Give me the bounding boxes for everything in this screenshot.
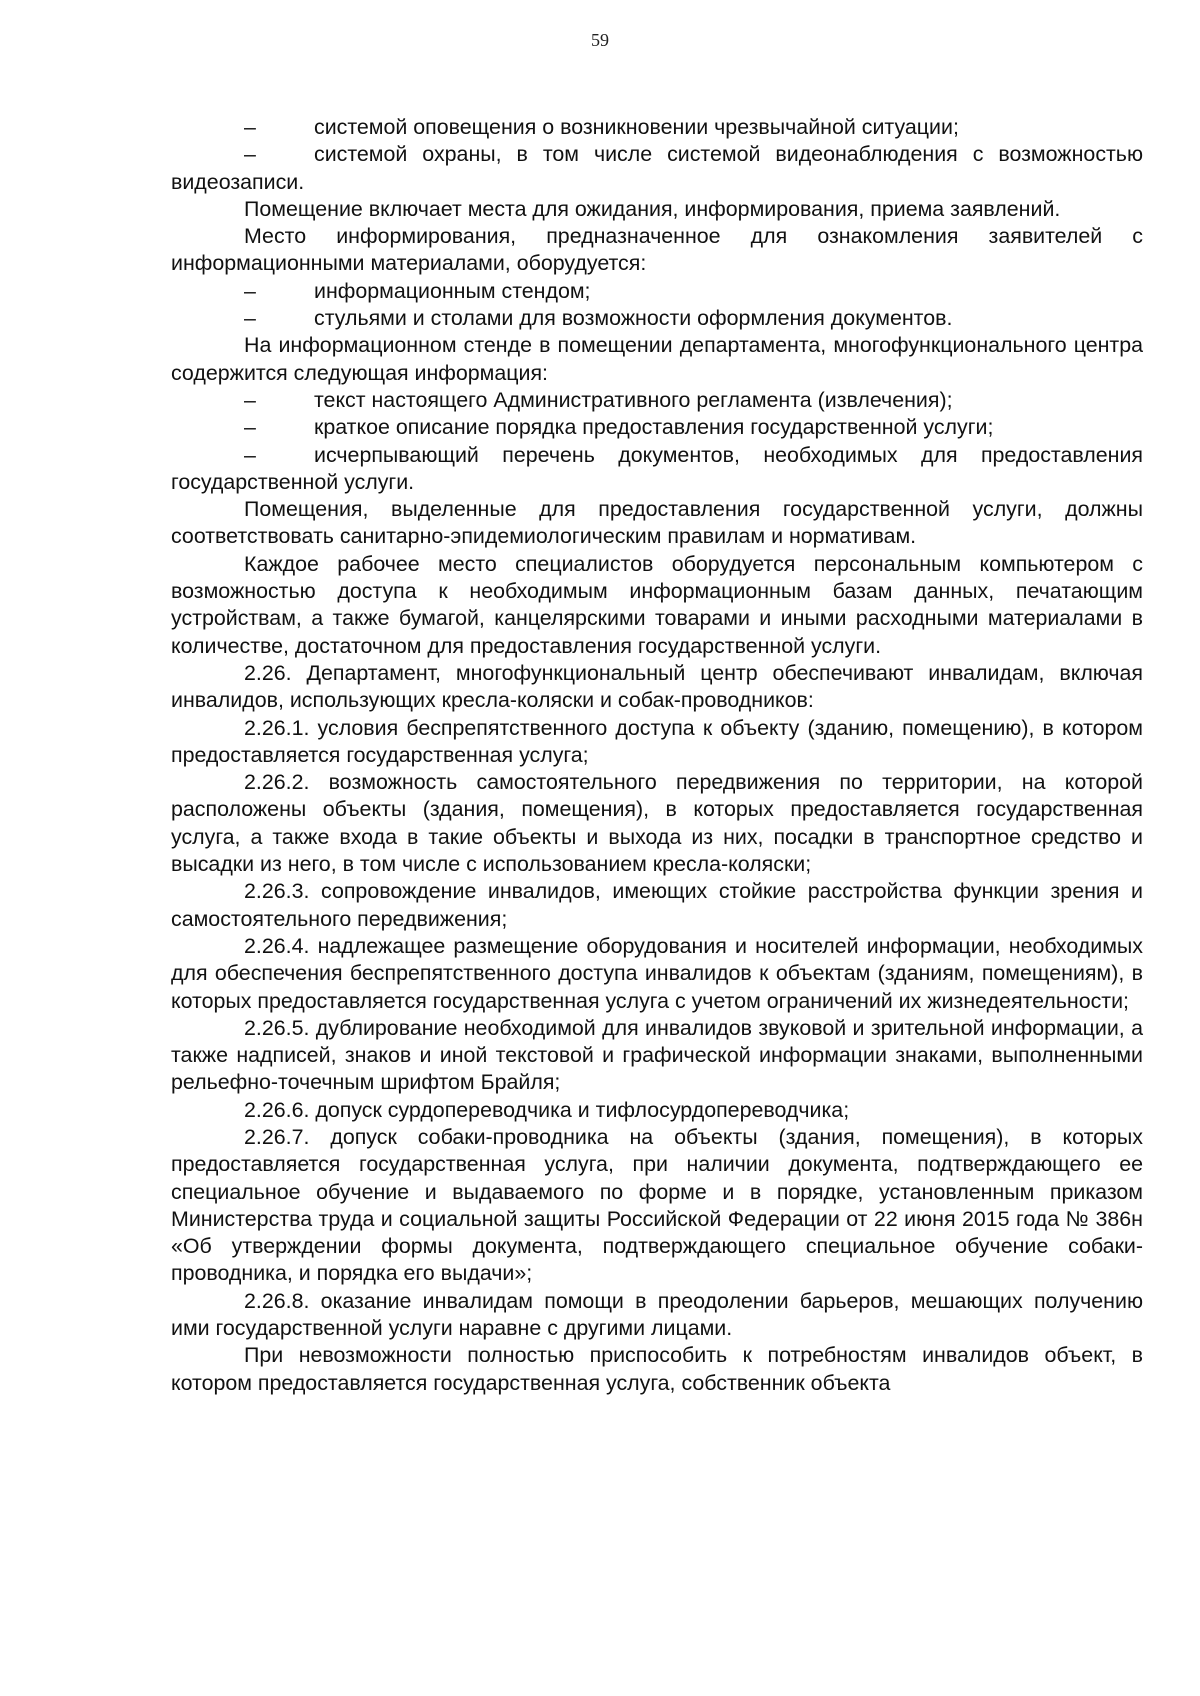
paragraph	[171, 1288, 1143, 1343]
bullet-dash: –	[244, 278, 256, 303]
bullet-text: системой оповещения о возникновении чрезвычайной ситуации;	[314, 115, 959, 139]
paragraph	[171, 878, 1143, 933]
paragraph	[171, 196, 1143, 223]
paragraph	[171, 332, 1143, 387]
bullet-text: исчерпывающий перечень документов, необходимых для предоставления государственной услуги.	[171, 442, 1143, 494]
bullet-text: краткое описание порядка предоставления государственной услуги;	[314, 415, 994, 440]
paragraph-text: 2.26.5. дублирование необходимой для инвалидов звуковой и зрительной информации, а также надписей, знаков и иной текстовой и графической информации знаками, выполненными рельефно-точечным шрифтом Брайля;	[171, 1015, 1143, 1095]
paragraph-text: 2.26. Департамент, многофункциональный центр обеспечивают инвалидам, включая инвалидов, использующих кресла-коляски и собак-проводников:	[171, 660, 1143, 713]
paragraph-text: 2.26.8. оказание инвалидам помощи в преодолении барьеров, мешающих получению ими государственной услуги наравне с другими лицами.	[171, 1288, 1143, 1341]
bullet-dash: –	[244, 442, 256, 467]
paragraph	[171, 1097, 1143, 1124]
bullet-item	[171, 414, 1143, 441]
bullet-item	[171, 442, 1143, 497]
bullet-item	[171, 387, 1143, 414]
bullet-dash: –	[244, 142, 256, 167]
paragraph-text: 2.26.3. сопровождение инвалидов, имеющих стойкие расстройства функции зрения и самостоятельного передвижения;	[171, 879, 1143, 931]
paragraph	[171, 1015, 1143, 1097]
paragraph	[171, 715, 1143, 770]
bullet-text: информационным стендом;	[314, 278, 591, 303]
paragraph	[171, 933, 1143, 1015]
bullet-dash: –	[244, 387, 256, 412]
bullet-item	[171, 114, 1143, 141]
paragraph	[171, 660, 1143, 715]
paragraph-text: На информационном стенде в помещении департамента, многофункционального центра содержится следующая информация:	[171, 333, 1143, 385]
bullet-text: стульями и столами для возможности оформления документов.	[314, 306, 953, 331]
paragraph	[171, 551, 1143, 660]
paragraph	[171, 496, 1143, 551]
paragraph-text: Помещения, выделенные для предоставления государственной услуги, должны соответствовать санитарно-эпидемиологическим правилам и нормативам.	[171, 497, 1143, 549]
paragraph-text: 2.26.7. допуск собаки-проводника на объекты (здания, помещения), в которых предоставляется государственная услуга, при наличии документа, подтверждающего ее специальное обучение и выдаваемого по форме и в порядке, установленным приказом Министерства труда и социальной защиты Российской Федерации от 22 июня 2015 года № 386н «Об утверждении формы документа, подтверждающего специальное обучение собаки-проводника, и порядка его выдачи»;	[171, 1124, 1143, 1286]
bullet-item	[171, 278, 1143, 305]
paragraph-text: Каждое рабочее место специалистов оборудуется персональным компьютером с возможностью доступа к необходимым информационным базам данных, печатающим устройствам, а также бумагой, канцелярскими товарами и иными расходными материалами в количестве, достаточном для предоставления государственной услуги.	[171, 551, 1143, 658]
paragraph-text: Место информирования, предназначенное для ознакомления заявителей с информационными материалами, оборудуется:	[171, 224, 1143, 276]
bullet-dash: –	[244, 115, 256, 139]
bullet-dash: –	[244, 306, 256, 331]
paragraph	[171, 1124, 1143, 1288]
bullet-item	[171, 305, 1143, 332]
paragraph-text: 2.26.6. допуск сурдопереводчика и тифлосурдопереводчика;	[244, 1097, 850, 1122]
paragraph-text: Помещение включает места для ожидания, информирования, приема заявлений.	[244, 196, 1061, 221]
document-body	[171, 114, 1143, 1397]
paragraph	[171, 769, 1143, 878]
bullet-dash: –	[244, 415, 256, 440]
paragraph-text: 2.26.4. надлежащее размещение оборудования и носителей информации, необходимых для обеспечения беспрепятственного доступа инвалидов к объектам (зданиям, помещениям), в которых предоставляется государственная услуга с учетом ограничений их жизнедеятельности;	[171, 933, 1143, 1013]
paragraph-text: 2.26.2. возможность самостоятельного передвижения по территории, на которой расположены объекты (здания, помещения), в которых предоставляется государственная услуга, а также входа в такие объекты и выхода из них, посадки в транспортное средство и высадки из него, в том числе с использованием кресла-коляски;	[171, 770, 1143, 877]
page-number: 59	[591, 30, 609, 50]
bullet-item	[171, 141, 1143, 196]
paragraph	[171, 1342, 1143, 1397]
paragraph-text: При невозможности полностью приспособить к потребностям инвалидов объект, в котором предоставляется государственная услуга, собственник объекта	[171, 1343, 1143, 1395]
bullet-text: текст настоящего Административного регламента (извлечения);	[314, 387, 953, 412]
paragraph-text: 2.26.1. условия беспрепятственного доступа к объекту (зданию, помещению), в котором предоставляется государственная услуга;	[171, 715, 1143, 767]
paragraph	[171, 223, 1143, 278]
bullet-text: системой охраны, в том числе системой видеонаблюдения с возможностью видеозаписи.	[171, 142, 1143, 194]
